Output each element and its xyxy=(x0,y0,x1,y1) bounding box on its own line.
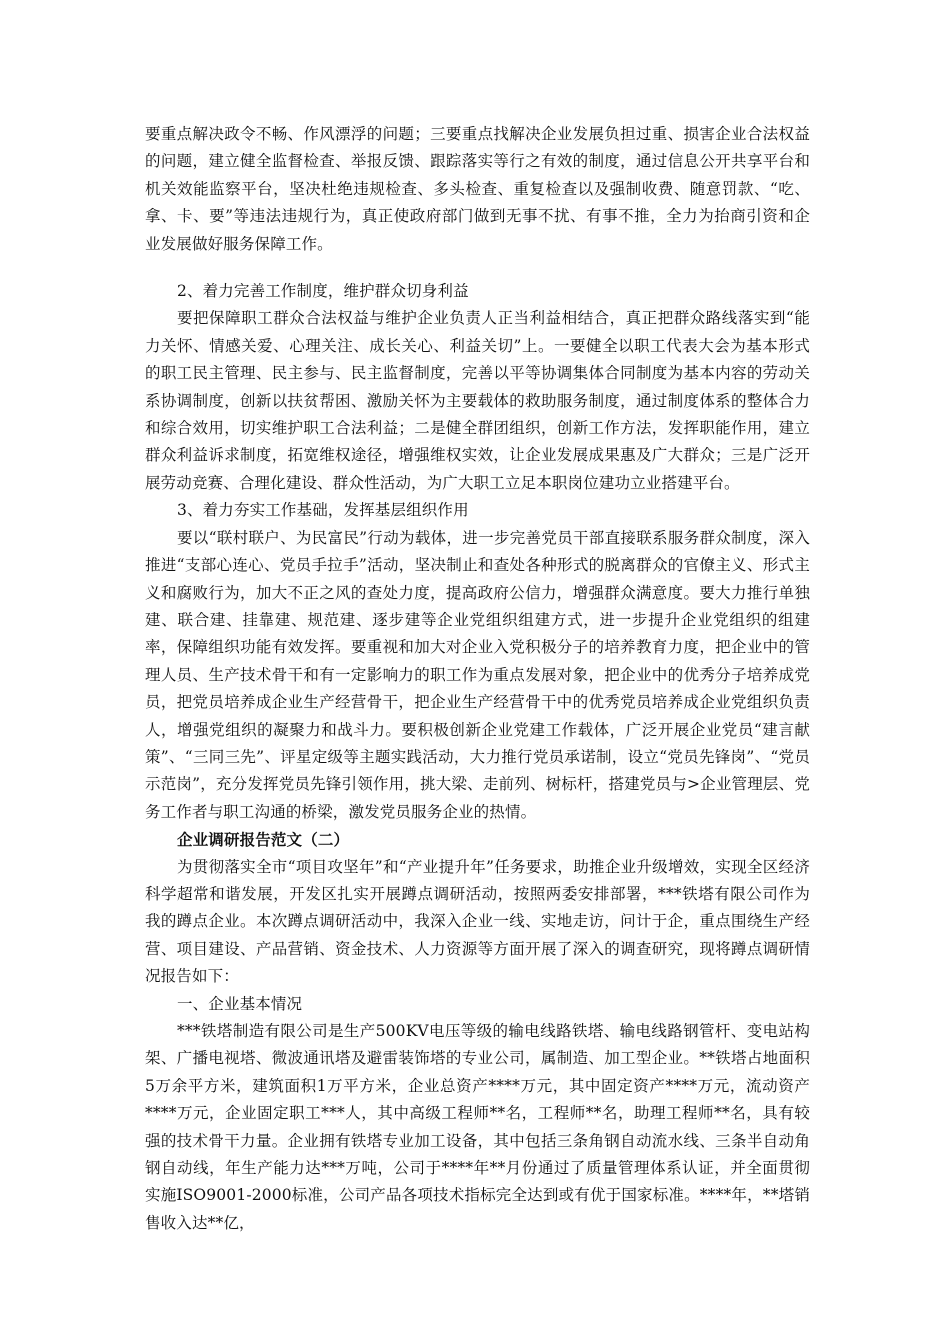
section-basic-info-heading: 一、企业基本情况 xyxy=(177,994,303,1013)
paragraph-intro: 为贯彻落实全市“项目攻坚年”和“产业提升年”任务要求，助推企业升级增效，实现全区经济科学超常和谐发展，开发区扎实开展蹲点调研活动，按照两委安排部署，***铁塔有限公司作为我的蹲点企业。本次蹲点调研活动中，我深入企业一线、实地走访，问计于企，重点围绕生产经营、项目建设、产品营销、资金技术、人力资源等方面开展了深入的调查研究，现将蹲点调研情况报告如下： xyxy=(145,857,810,986)
paragraph-gap xyxy=(145,258,810,278)
paragraph-continuation: 要重点解决政令不畅、作风漂浮的问题；三要重点找解决企业发展负担过重、损害企业合法权益的问题，建立健全监督检查、举报反馈、跟踪落实等行之有效的制度，通过信息公开共享平台和机关效能监察平台，坚决杜绝违规检查、多头检查、重复检查以及强制收费、随意罚款、“吃、拿、卡、要”等违法违规行为，真正使政府部门做到无事不扰、有事不推，全力为抬商引资和企业发展做好服务保障工作。 xyxy=(145,125,810,253)
report-title-2: 企业调研报告范文（二） xyxy=(177,830,350,850)
paragraph-section-2: 要把保障职工群众合法权益与维护企业负责人正当利益相结合，真正把群众路线落实到“能力关怀、情感关爱、心理关注、成长关心、利益关切”上。一要健全以职工代表大会为基本形式的职工民主管理、民主参与、民主监督制度，完善以平等协调集体合同制度为基本内容的劳动关系协调制度，创新以扶贫帮困、激励关怀为主要载体的救助服务制度，通过制度体系的整体合力和综合效用，切实维护职工合法利益；二是健全群团组织，创新工作方法，发挥职能作用，建立群众利益诉求制度，拓宽维权途径，增强维权实效，让企业发展成果惠及广大群众；三是广泛开展劳动竞赛、合理化建设、群众性活动，为广大职工立足本职岗位建功立业搭建平台。 xyxy=(145,309,810,492)
paragraph-section-3: 要以“联村联户、为民富民”行动为载体，进一步完善党员干部直接联系服务群众制度，深入推进“支部心连心、党员手拉手”活动，坚决制止和查处各种形式的脱离群众的官僚主义、形式主义和腐败行为，加大不正之风的查处力度，提高政府公信力，增强群众满意度。要大力推行单独建、联合建、挂靠建、规范建、逐步建等企业党组织组建方式，进一步提升企业党组织的组建率，保障组织功能有效发挥。要重视和加大对企业入党积极分子的培养教育力度，把企业中的管理人员、生产技术骨干和有一定影响力的职工作为重点发展对象，把企业中的优秀分子培养成党员，把党员培养成企业生产经营骨干，把企业生产经营骨干中的优秀党员培养成企业党组织负责人，增强党组织的凝聚力和战斗力。要积极创新企业党建工作载体，广泛开展企业党员“建言献策”、“三同三先”、评星定级等主题实践活动，大力推行党员承诺制，设立“党员先锋岗”、“党员示范岗”，充分发挥党员先锋引领作用，挑大梁、走前列、树标杆，搭建党员与>企业管理层、党务工作者与职工沟通的桥梁，激发党员服务企业的热情。 xyxy=(145,528,810,821)
heading-section-2: 2、着力完善工作制度，维护群众切身利益 xyxy=(177,282,469,301)
heading-section-3: 3、着力夯实工作基础，发挥基层组织作用 xyxy=(177,501,469,520)
document-page xyxy=(145,121,810,1237)
paragraph-basic-info: ***铁塔制造有限公司是生产500KV电压等级的输电线路铁塔、输电线路钢管杆、变电站构架、广播电视塔、微波通讯塔及避雷装饰塔的专业公司，属制造、加工型企业。**铁塔占地面积5万余平方米，建筑面积1万平方米，企业总资产****万元，其中固定资产****万元，流动资产****万元，企业固定职工***人，其中高级工程师**名，工程师**名，助理工程师**名，具有较强的技术骨干力量。企业拥有铁塔专业加工设备，其中包括三条角钢自动流水线、三条半自动角钢自动线，年生产能力达***万吨，公司于****年**月份通过了质量管理体系认证，并全面贯彻实施ISO9001-2000标准，公司产品各项技术指标完全达到或有优于国家标准。****年，**塔销售收入达**亿， xyxy=(145,1022,810,1232)
